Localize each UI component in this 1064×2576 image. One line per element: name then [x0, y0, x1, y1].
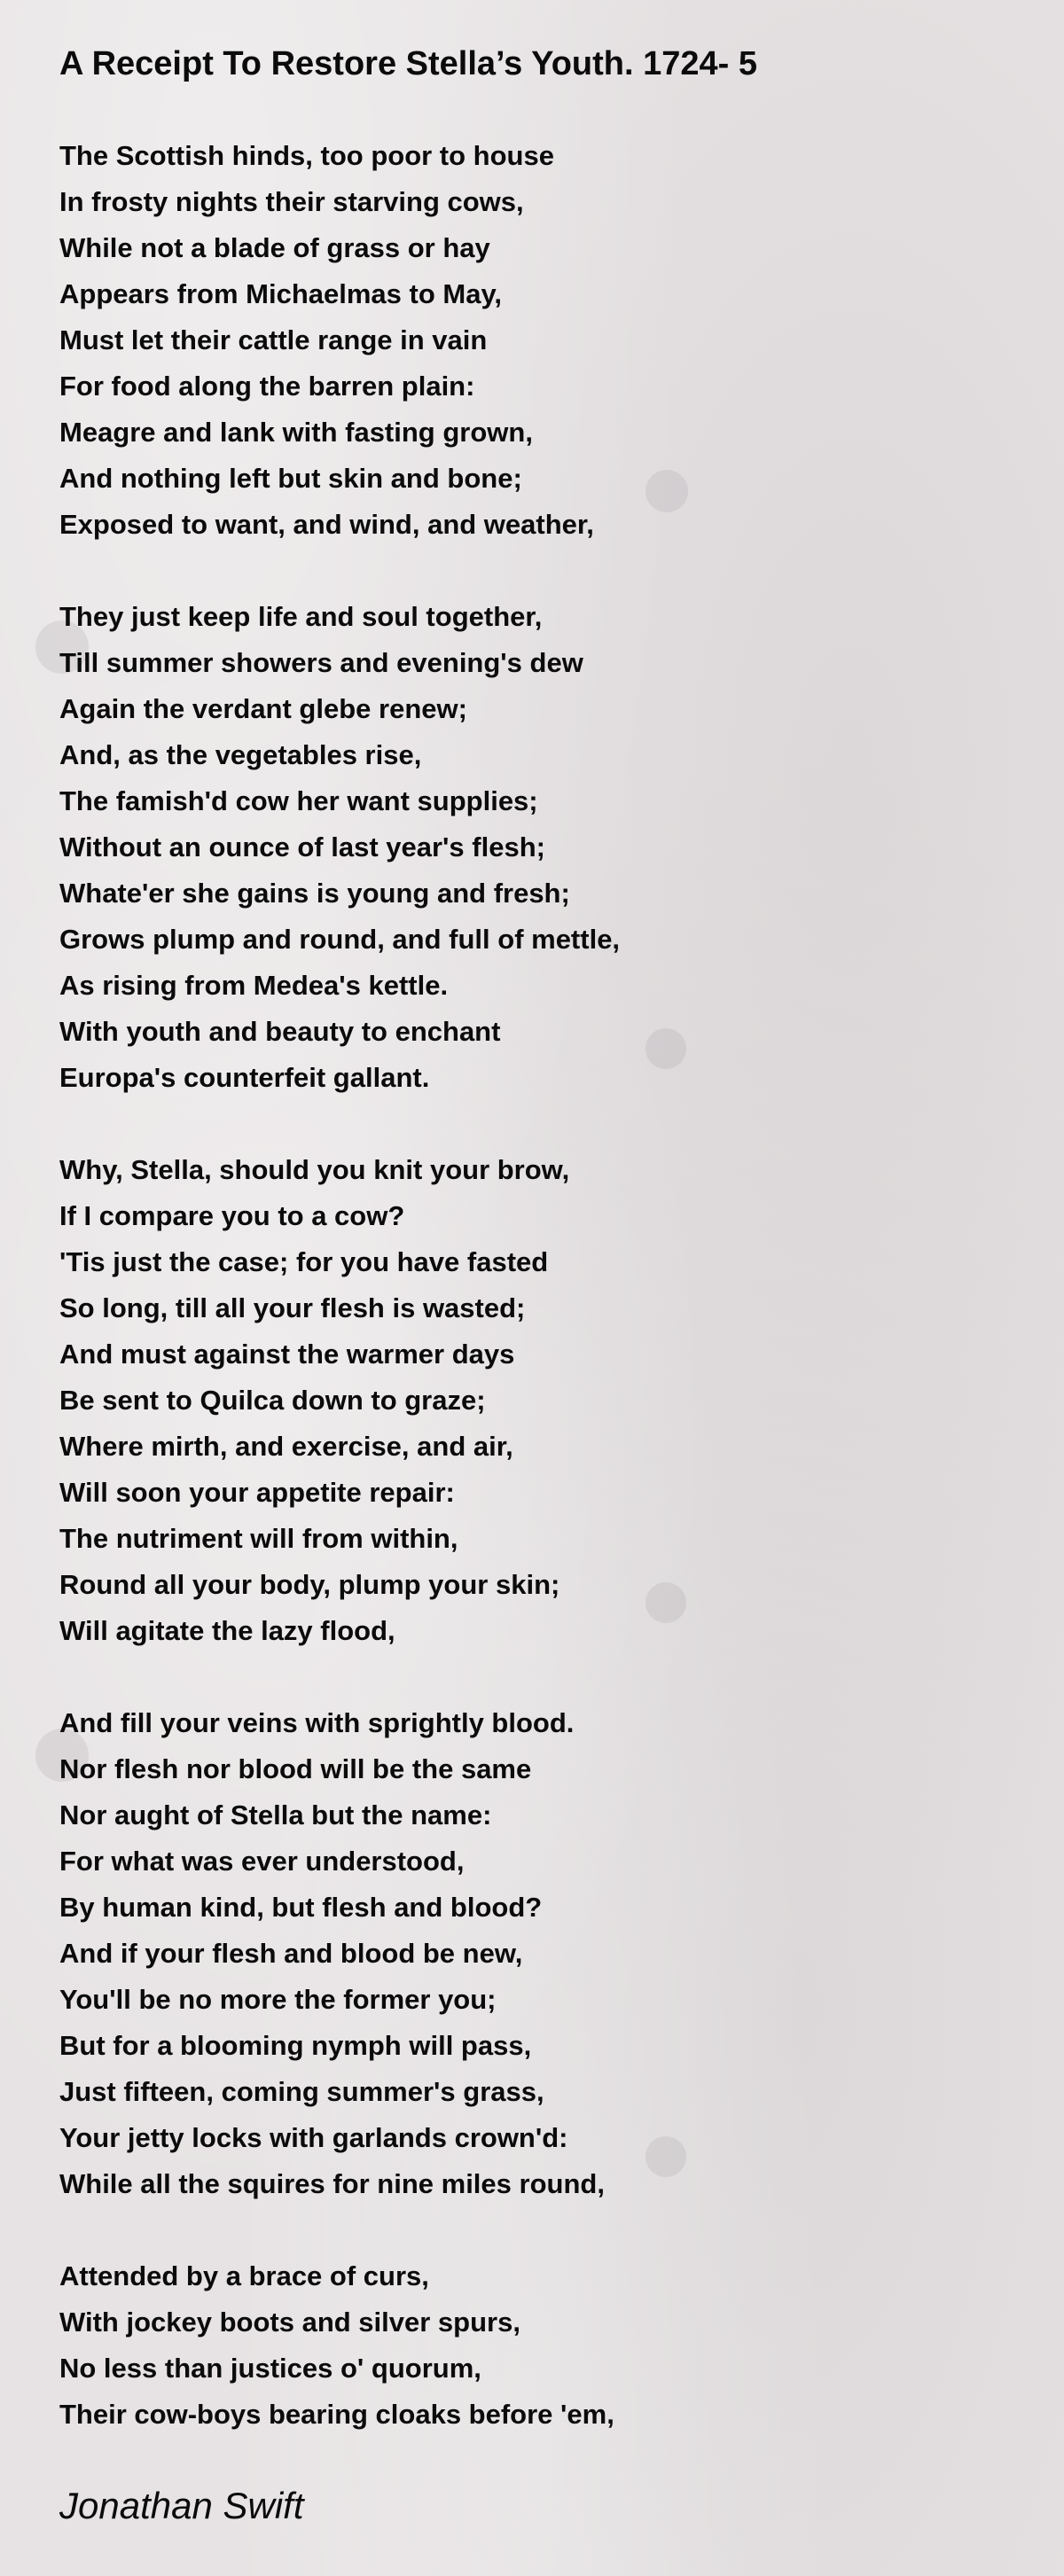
poem-line: Where mirth, and exercise, and air, [59, 1431, 513, 1462]
poem-line: Grows plump and round, and full of mettle, [59, 924, 621, 955]
poem-line: For food along the barren plain: [59, 371, 475, 402]
stanza [59, 2253, 620, 2438]
poem-line: In frosty nights their starving cows, [59, 186, 524, 217]
poem-line: They just keep life and soul together, [59, 601, 543, 632]
poem-line: 'Tis just the case; for you have fasted [59, 1246, 549, 1277]
poem-line: And if your flesh and blood be new, [59, 1938, 523, 1969]
poem-line: Why, Stella, should you knit your brow, [59, 1154, 570, 1185]
poem-line: The Scottish hinds, too poor to house [59, 140, 554, 171]
poem-line: Your jetty locks with garlands crown'd: [59, 2122, 568, 2153]
stanza [59, 1147, 620, 1654]
poem-line: Appears from Michaelmas to May, [59, 278, 503, 309]
poem-line: While not a blade of grass or hay [59, 232, 490, 263]
poem-line: And nothing left but skin and bone; [59, 463, 522, 494]
poem-line: Europa's counterfeit gallant. [59, 1062, 430, 1093]
stanza [59, 1700, 620, 2207]
poem-line: Nor flesh nor blood will be the same [59, 1753, 532, 1784]
poem-line: So long, till all your flesh is wasted; [59, 1292, 526, 1323]
poem-title: A Receipt To Restore Stella’s Youth. 1724- 5 [59, 45, 757, 82]
poem-line: Till summer showers and evening's dew [59, 647, 583, 678]
poem-line: But for a blooming nymph will pass, [59, 2030, 532, 2061]
poem-line: Will agitate the lazy flood, [59, 1615, 395, 1646]
poem-line: As rising from Medea's kettle. [59, 970, 449, 1001]
background-ink-blot [645, 1582, 686, 1623]
poem-line: Nor aught of Stella but the name: [59, 1799, 492, 1831]
poem-author: Jonathan Swift [59, 2485, 304, 2526]
poem-line: Exposed to want, and wind, and weather, [59, 509, 594, 540]
poem-line: While all the squires for nine miles round, [59, 2168, 605, 2199]
poem-line: Will soon your appetite repair: [59, 1477, 455, 1508]
poem-line: Just fifteen, coming summer's grass, [59, 2076, 544, 2107]
poem-line: Must let their cattle range in vain [59, 324, 488, 355]
poem-line: Attended by a brace of curs, [59, 2260, 429, 2291]
poem-line: Round all your body, plump your skin; [59, 1569, 560, 1600]
background-ink-blot [645, 2136, 686, 2177]
poem-line: You'll be no more the former you; [59, 1984, 497, 2015]
poem-line: Without an ounce of last year's flesh; [59, 831, 545, 863]
stanza [59, 594, 620, 1101]
poem-line: With jockey boots and silver spurs, [59, 2307, 520, 2338]
poem-line: For what was ever understood, [59, 1846, 465, 1877]
poem-line: Whate'er she gains is young and fresh; [59, 878, 570, 909]
poem-body [59, 133, 620, 2484]
poem-line: Again the verdant glebe renew; [59, 693, 467, 724]
poem-line: The nutriment will from within, [59, 1523, 458, 1554]
stanza [59, 133, 620, 548]
poem-line: And must against the warmer days [59, 1339, 515, 1370]
background-ink-blot [645, 1028, 686, 1069]
poem-line: The famish'd cow her want supplies; [59, 785, 538, 816]
poem-line: And, as the vegetables rise, [59, 739, 422, 770]
poem-line: If I compare you to a cow? [59, 1200, 405, 1231]
poem-line: And fill your veins with sprightly blood. [59, 1707, 575, 1738]
poem-line: Be sent to Quilca down to graze; [59, 1385, 486, 1416]
poem-line: With youth and beauty to enchant [59, 1016, 501, 1047]
poem-line: Meagre and lank with fasting grown, [59, 417, 533, 448]
poem-line: Their cow-boys bearing cloaks before 'em, [59, 2399, 614, 2430]
background-ink-blot [645, 470, 688, 512]
poem-line: No less than justices o' quorum, [59, 2353, 481, 2384]
poem-line: By human kind, but flesh and blood? [59, 1892, 543, 1923]
